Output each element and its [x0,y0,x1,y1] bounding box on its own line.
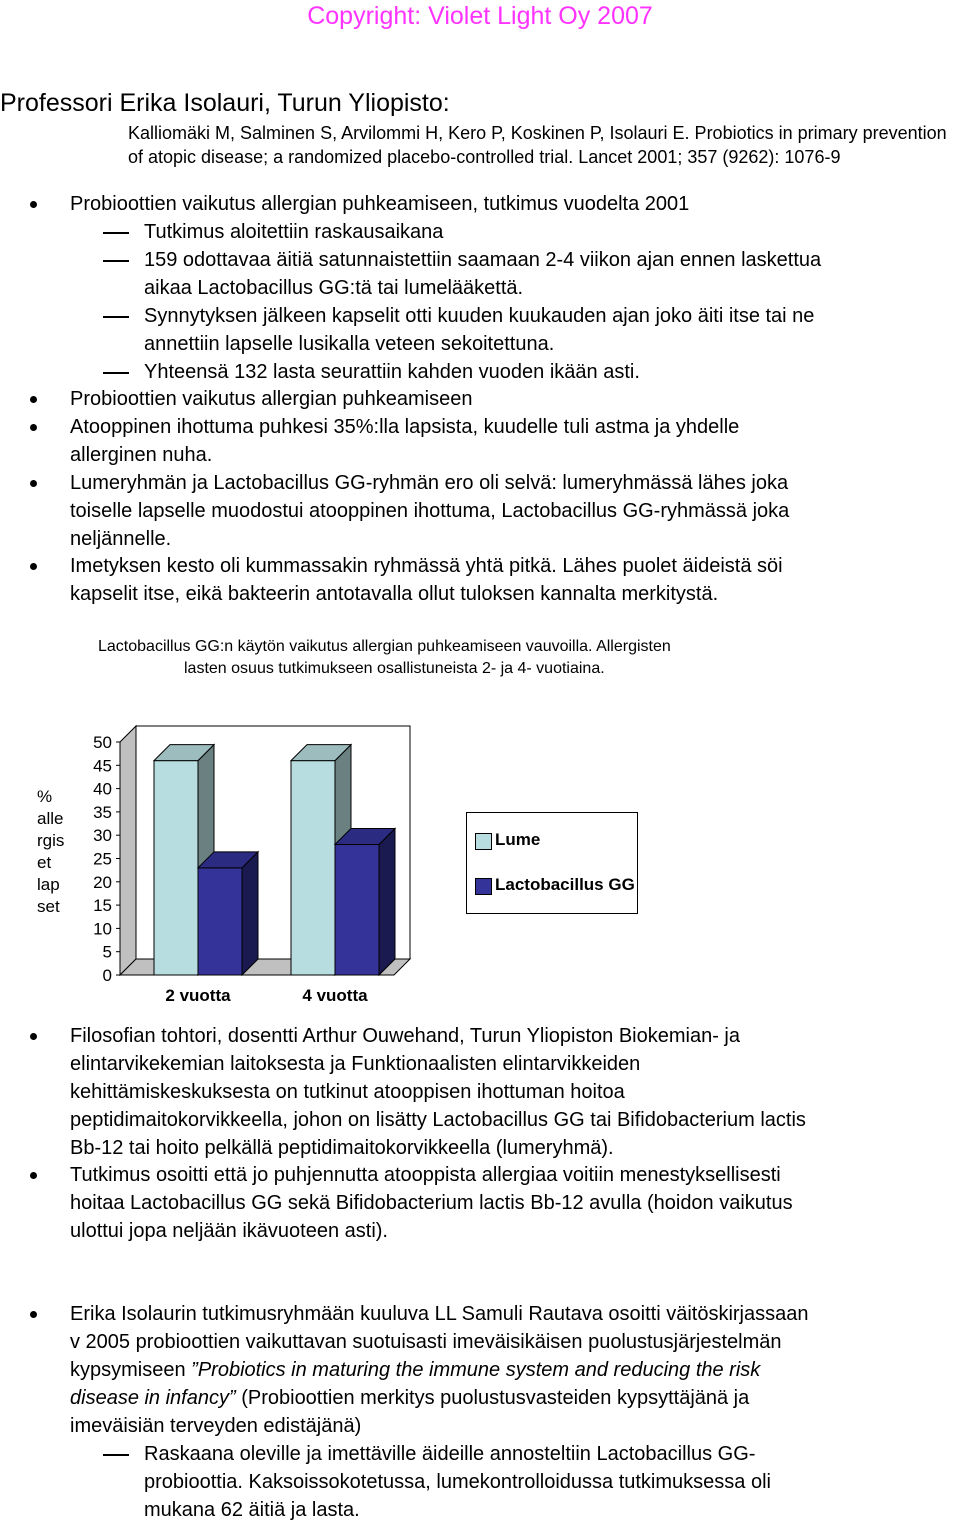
bullet-text-part: (Probioottien merkitys puolustusvasteiden kypsyttäjänä ja [235,1387,750,1409]
bar-lume-1 [291,761,335,975]
y-tick-label: 30 [93,826,112,846]
bullet-text-part: kypsymiseen [70,1359,192,1381]
y-tick-label: 35 [93,802,112,822]
sub-item-text: aikaa Lactobacillus GG:tä tai lumelääkettä. [144,277,524,299]
citation: Kalliomäki M, Salminen S, Arvilommi H, Kero P, Koskinen P, Isolauri E. Probiotics in primary prevention of atopic disease; a randomized placebo-controlled trial. Lancet 2001; 357 (9262): 1076-9 [128,123,947,167]
y-tick-label: 15 [93,896,112,916]
bullet-text: toiselle lapselle muodostui atooppinen ihottuma, Lactobacillus GG-ryhmässä joka [70,500,790,522]
y-axis-label-line: alle [37,809,64,828]
bullet-text: v 2005 probioottien vaikuttavan suotuisasti imeväisikäisen puolustusjärjestelmän [70,1331,782,1353]
bullet-text: allerginen nuha. [70,444,213,466]
sub-item-text: probioottia. Kaksoissokotetussa, lumekontrolloidussa tutkimuksessa oli [144,1471,771,1493]
x-tick-label: 4 vuotta [302,986,368,1005]
bullet-text: Imetyksen kesto oli kummassakin ryhmässä yhtä pitkä. Lähes puolet äideistä söi [70,555,783,577]
legend-label-lactobacillus: Lactobacillus GG [495,875,635,894]
bullet-text: elintarvikekemian laitoksesta ja Funktionaalisten elintarvikkeiden [70,1053,641,1075]
legend-swatch-lactobacillus [475,878,492,895]
y-tick-label: 25 [93,849,112,869]
bullet-text: kehittämiskeskuksesta on tutkinut atooppisen ihottuman hoitoa [70,1081,625,1103]
bar-chart [0,720,460,1020]
y-tick-label: 40 [93,779,112,799]
thesis-title: ”Probiotics in maturing the immune system and reducing the risk [191,1359,761,1381]
author-heading: Professori Erika Isolauri, Turun Yliopisto: [0,89,450,117]
bullet-icon [30,563,37,570]
bullet-text: Filosofian tohtori, dosentti Arthur Ouwehand, Turun Yliopiston Biokemian- ja [70,1025,740,1047]
bullet-icon [30,480,37,487]
bar-lume-0 [154,761,198,975]
dash-icon [103,260,129,262]
bullet-icon [30,396,37,403]
bullet-text: Erika Isolaurin tutkimusryhmään kuuluva LL Samuli Rautava osoitti väitöskirjassaan [70,1303,809,1325]
bullet-text: Atooppinen ihottuma puhkesi 35%:lla lapsista, kuudelle tuli astma ja yhdelle [70,416,740,438]
bullet-text [70,1356,760,1384]
x-tick-label: 2 vuotta [165,986,231,1005]
bullet-text: Lumeryhmän ja Lactobacillus GG-ryhmän ero oli selvä: lumeryhmässä lähes joka [70,472,789,494]
sub-item-text: Raskaana oleville ja imettäville äideille annosteltiin Lactobacillus GG- [144,1443,756,1465]
bar-side [242,852,258,975]
dash-icon [103,1454,129,1456]
sub-item-text: Yhteensä 132 lasta seurattiin kahden vuoden ikään asti. [144,361,640,383]
y-tick-label: 45 [93,756,112,776]
bullet-text: Probioottien vaikutus allergian puhkeamiseen [70,388,473,410]
bullet-text: peptidimaitokorvikkeella, johon on lisätty Lactobacillus GG tai Bifidobacterium lactis [70,1109,806,1131]
chart-legend [466,812,638,914]
dash-icon [103,316,129,318]
bullet-text: Bb-12 tai hoito pelkällä peptidimaitokorvikkeella (lumeryhmä). [70,1137,614,1159]
y-axis-label-line: lap [37,875,60,894]
sub-item-text: mukana 62 äitiä ja lasta. [144,1499,360,1521]
y-tick-label: 0 [102,966,112,985]
bullet-icon [30,424,37,431]
y-axis-label-line: set [37,897,60,916]
sub-item-text: Synnytyksen jälkeen kapselit otti kuuden kuukauden ajan joko äiti itse tai ne [144,305,815,327]
copyright-notice: Copyright: Violet Light Oy 2007 [307,2,653,30]
y-tick-label: 10 [93,919,112,939]
bullet-text: hoitaa Lactobacillus GG sekä Bifidobacterium lactis Bb-12 avulla (hoidon vaikutus [70,1192,793,1214]
bullet-text [70,1384,749,1412]
y-axis-label-line: % [37,787,53,806]
bullet-text: imeväisiän terveyden edistäjänä) [70,1415,362,1437]
bullet-text: ulottui jopa neljään ikävuoteen asti). [70,1220,388,1242]
bullet-icon [30,1311,37,1318]
chart-side-wall [120,726,136,975]
sub-item-text: Tutkimus aloitettiin raskausaikana [144,221,444,243]
bullet-text: Probioottien vaikutus allergian puhkeamiseen, tutkimus vuodelta 2001 [70,193,690,215]
bullet-icon [30,1033,37,1040]
y-tick-label: 50 [93,733,112,752]
chart-caption: lasten osuus tutkimukseen osallistuneista 2- ja 4- vuotiaina. [184,660,605,677]
bar-lactobacillus-gg-0 [198,868,242,975]
bullet-icon [30,1172,37,1179]
bullet-text: neljännelle. [70,528,172,550]
dash-icon [103,372,129,374]
bullet-icon [30,201,37,208]
y-tick-label: 20 [93,872,112,892]
legend-swatch-lume [475,833,492,850]
dash-icon [103,232,129,234]
y-axis-label-line: et [37,853,52,872]
chart-caption: Lactobacillus GG:n käytön vaikutus allergian puhkeamiseen vauvoilla. Allergisten [98,638,671,655]
sub-item-text: annettiin lapselle lusikalla veteen sekoitettuna. [144,333,555,355]
y-axis-label-line: rgis [37,831,65,850]
y-tick-label: 5 [102,942,112,962]
legend-label-lume: Lume [495,830,541,849]
bullet-text: Tutkimus osoitti että jo puhjennutta atooppista allergiaa voitiin menestyksellisesti [70,1164,781,1186]
thesis-title: disease in infancy” [70,1387,236,1409]
bar-lactobacillus-gg-1 [335,845,379,975]
sub-item-text: 159 odottavaa äitiä satunnaistettiin saamaan 2-4 viikon ajan ennen laskettua [144,249,822,271]
bullet-text: kapselit itse, eikä bakteerin antotavalla ollut tuloksen kannalta merkitystä. [70,583,719,605]
bar-side [379,829,395,975]
